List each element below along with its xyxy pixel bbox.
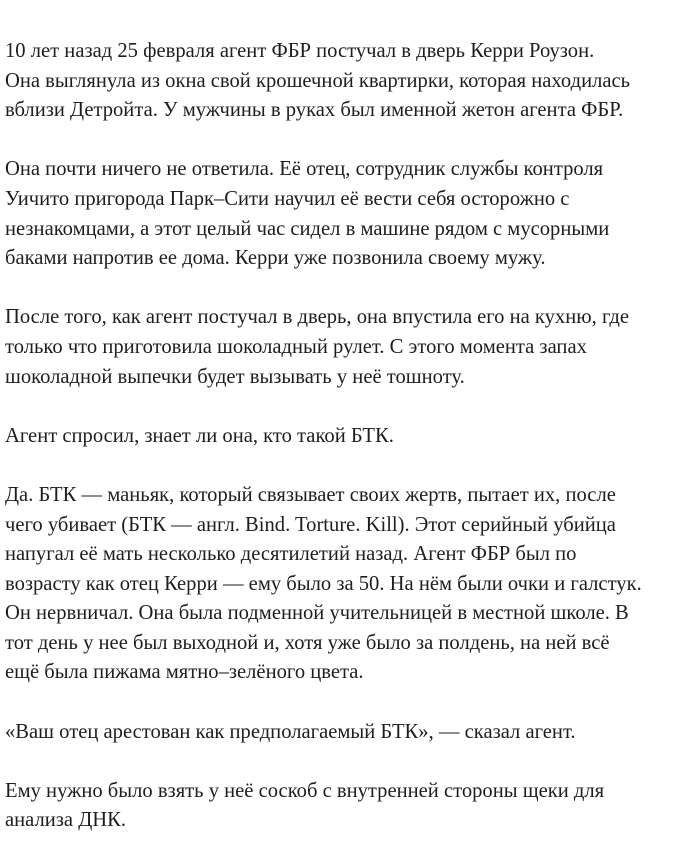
text-line: только что приготовила шоколадный рулет. С этого момента запах — [5, 335, 587, 358]
text-line: ещё была пижама мятно–зелёного цвета. — [5, 661, 364, 684]
text-line: тот день у нее был выходной и, хотя уже было за полдень, на ней всё — [5, 631, 610, 654]
paragraph-7 — [5, 777, 689, 836]
text-line: Уичито пригорода Парк–Сити научил её вести себя осторожно с — [5, 187, 570, 210]
text-line: напугал её мать несколько десятилетий назад. Агент ФБР был по — [5, 543, 577, 566]
paragraph-4 — [5, 422, 689, 452]
article-body — [5, 37, 689, 836]
paragraph-6 — [5, 718, 689, 748]
text-line: Ему нужно было взять у неё соскоб с внутренней стороны щеки для — [5, 779, 605, 802]
text-line: Да. БТК — маньяк, который связывает своих жертв, пытает их, после — [5, 483, 616, 506]
text-line: Он нервничал. Она была подменной учительницей в местной школе. В — [5, 602, 629, 625]
text-line: анализа ДНК. — [5, 809, 127, 832]
text-line: баками напротив ее дома. Керри уже позвонила своему мужу. — [5, 247, 546, 270]
text-line: «Ваш отец арестован как предполагаемый БТК», — сказал агент. — [5, 720, 576, 743]
text-line: 10 лет назад 25 февраля агент ФБР постучал в дверь Керри Роузон. — [5, 40, 595, 62]
text-line: вблизи Детройта. У мужчины в руках был именной жетон агента ФБР. — [5, 99, 624, 122]
text-line: Агент спросил, знает ли она, кто такой БТК. — [5, 424, 394, 447]
text-line: возрасту как отец Керри — ему было за 50. На нём были очки и галстук. — [5, 572, 642, 595]
paragraph-2 — [5, 155, 689, 273]
text-line: шоколадной выпечки будет вызывать у неё тошноту. — [5, 365, 465, 388]
text-line: После того, как агент постучал в дверь, она впустила его на кухню, где — [5, 306, 629, 329]
paragraph-1 — [5, 37, 689, 126]
paragraph-3 — [5, 303, 689, 392]
paragraph-5 — [5, 481, 689, 688]
text-line: незнакомцами, а этот целый час сидел в машине рядом с мусорными — [5, 217, 610, 240]
text-line: Она почти ничего не ответила. Её отец, сотрудник службы контроля — [5, 158, 604, 181]
text-line: Она выглянула из окна свой крошечной квартирки, которая находилась — [5, 69, 631, 92]
text-line: чего убивает (БТК — англ. Bind. Torture. Kill). Этот серийный убийца — [5, 513, 616, 536]
